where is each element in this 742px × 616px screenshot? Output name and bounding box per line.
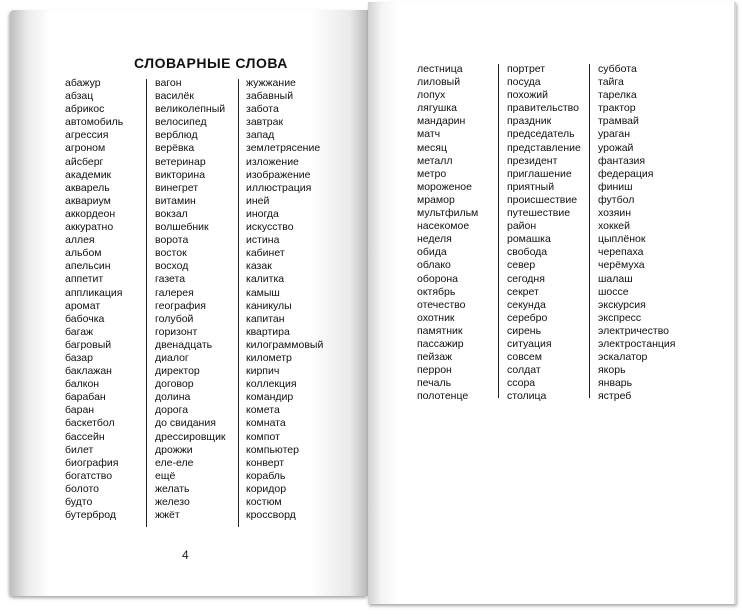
word-item: дрессировщик — [155, 430, 226, 443]
word-item: забота — [246, 103, 279, 116]
word-item: железо — [155, 496, 190, 508]
word-item: район — [507, 220, 537, 233]
word-item: килограммовый — [246, 338, 324, 351]
word-item: пассажир — [417, 337, 464, 350]
word-item: иногда — [246, 207, 279, 220]
word-item: жжёт — [155, 509, 180, 522]
word-item: север — [507, 259, 536, 272]
word-item: бабочка — [65, 312, 105, 325]
word-item: охотник — [417, 311, 455, 324]
word-item: ветеринар — [155, 155, 206, 168]
word-item: свобода — [507, 246, 548, 259]
word-item: барабан — [65, 391, 106, 404]
word-item: витамин — [155, 194, 196, 207]
word-item: двенадцать — [155, 338, 213, 351]
word-item: калитка — [246, 273, 285, 286]
word-item: еле-еле — [155, 456, 194, 469]
word-item: верблюд — [155, 129, 198, 142]
word-item: горизонт — [155, 325, 198, 338]
word-item: долина — [155, 391, 191, 404]
word-item: перрон — [417, 364, 452, 377]
word-item: каникулы — [246, 299, 292, 312]
word-item: землетрясение — [246, 142, 321, 155]
word-item: коллекция — [246, 378, 297, 391]
word-item: акварель — [65, 181, 110, 194]
word-item: федерация — [598, 167, 654, 180]
word-item: ситуация — [507, 337, 552, 350]
word-item: секрет — [507, 285, 539, 298]
word-item: до свидания — [155, 417, 216, 430]
word-column-right-3 — [598, 63, 675, 403]
word-item: эскалатор — [598, 351, 648, 364]
word-item: отечество — [417, 298, 466, 311]
word-item: винегрет — [155, 181, 199, 194]
column-divider — [498, 64, 499, 398]
word-item: великолепный — [155, 103, 226, 116]
word-item: абажур — [65, 77, 101, 89]
word-item: иллюстрация — [246, 181, 312, 194]
word-item: баскетбол — [65, 417, 115, 430]
word-item: памятник — [417, 324, 463, 337]
word-item: трамвай — [598, 115, 639, 128]
word-item: викторина — [155, 168, 206, 181]
word-item: черёмуха — [598, 259, 645, 272]
word-column-right-2 — [507, 63, 581, 403]
word-item: корабль — [246, 469, 286, 482]
word-item: изложение — [246, 155, 299, 168]
word-item: дорога — [155, 404, 189, 417]
word-item: суббота — [598, 63, 637, 75]
word-item: баран — [65, 404, 95, 417]
word-item: портрет — [507, 63, 546, 75]
word-item: мандарин — [417, 115, 466, 128]
word-item: мрамор — [417, 193, 455, 206]
word-item: приглашение — [507, 167, 572, 180]
word-item: похожий — [507, 89, 549, 102]
word-item: искусство — [246, 221, 294, 234]
word-item: комета — [246, 404, 280, 417]
word-item: командир — [246, 391, 294, 404]
word-item: октябрь — [417, 285, 456, 298]
word-item: завтрак — [246, 116, 284, 129]
word-item: секунда — [507, 298, 546, 311]
word-item: балкон — [65, 378, 100, 391]
word-item: столица — [507, 390, 547, 403]
word-item: цыплёнок — [598, 233, 646, 246]
word-item: хоккей — [598, 220, 630, 233]
word-item: праздник — [507, 115, 552, 128]
word-item: директор — [155, 365, 200, 378]
word-item: будто — [65, 496, 93, 508]
column-divider — [146, 79, 147, 527]
word-item: билет — [65, 443, 94, 456]
word-item: происшествие — [507, 193, 578, 206]
word-item: черепаха — [598, 246, 644, 259]
word-item: договор — [155, 378, 194, 391]
word-item: василёк — [155, 90, 194, 103]
word-item: совсем — [507, 351, 542, 364]
word-item: комната — [246, 417, 286, 430]
word-column-left-2 — [155, 77, 226, 522]
word-item: агрессия — [65, 129, 109, 142]
word-item: ромашка — [507, 233, 551, 246]
word-column-left-1 — [65, 77, 123, 522]
word-item: галерея — [155, 286, 194, 299]
word-item: жужжание — [246, 77, 296, 89]
word-item: ссора — [507, 377, 536, 390]
column-divider — [238, 79, 239, 527]
word-item: представление — [507, 141, 581, 154]
word-item: неделя — [417, 233, 452, 246]
word-item: электростанция — [598, 337, 676, 350]
word-item: фантазия — [598, 154, 646, 167]
word-item: квартира — [246, 325, 290, 338]
word-item: волшебник — [155, 221, 209, 234]
word-item: пейзаж — [417, 351, 453, 364]
word-item: бассейн — [65, 430, 105, 443]
word-item: кирпич — [246, 365, 280, 378]
word-item: компот — [246, 430, 280, 443]
word-item: президент — [507, 154, 558, 167]
word-item: восток — [155, 247, 187, 260]
word-item: матч — [417, 128, 441, 141]
word-item: голубой — [155, 312, 194, 325]
word-item: айсберг — [65, 155, 104, 168]
word-item: аккордеон — [65, 207, 116, 220]
word-item: серебро — [507, 311, 548, 324]
word-item: запад — [246, 129, 275, 142]
word-item: приятный — [507, 180, 555, 193]
word-item: мороженое — [417, 180, 472, 193]
word-item: аппетит — [65, 273, 104, 286]
word-item: богатство — [65, 469, 113, 482]
word-item: апельсин — [65, 260, 111, 273]
word-item: печаль — [417, 377, 452, 390]
word-item: бутерброд — [65, 509, 116, 522]
word-column-right-1 — [417, 63, 478, 403]
word-item: путешествие — [507, 207, 571, 220]
word-item: шоссе — [598, 285, 629, 298]
word-item: багровый — [65, 338, 112, 351]
word-item: забавный — [246, 90, 294, 103]
word-item: ураган — [598, 128, 631, 141]
word-item: экскурсия — [598, 298, 646, 311]
word-item: дрожжи — [155, 443, 193, 456]
word-item: аппликация — [65, 286, 123, 299]
word-item: багаж — [65, 325, 94, 338]
word-item: истина — [246, 234, 280, 247]
word-item: тарелка — [598, 89, 637, 102]
word-item: метро — [417, 167, 447, 180]
word-item: камыш — [246, 286, 280, 299]
word-item: желать — [155, 482, 190, 495]
word-item: сирень — [507, 324, 542, 337]
word-item: электричество — [598, 324, 669, 337]
word-item: экспресс — [598, 311, 642, 324]
word-item: шалаш — [598, 272, 633, 285]
word-item: лягушка — [417, 102, 457, 115]
page-number: 4 — [182, 548, 189, 562]
word-item: обида — [417, 246, 447, 259]
word-item: биография — [65, 456, 119, 469]
word-item: кабинет — [246, 247, 285, 260]
word-item: автомобиль — [65, 116, 124, 129]
word-item: полотенце — [417, 390, 469, 403]
word-item: кроссворд — [246, 509, 296, 522]
word-item: аллея — [65, 234, 95, 247]
page-title: СЛОВАРНЫЕ СЛОВА — [134, 55, 288, 71]
column-divider — [589, 64, 590, 398]
word-item: география — [155, 299, 206, 312]
word-item: агроном — [65, 142, 106, 155]
word-item: металл — [417, 154, 453, 167]
word-item: насекомое — [417, 220, 470, 233]
word-item: абзац — [65, 90, 94, 103]
word-item: велосипед — [155, 116, 207, 129]
word-item: якорь — [598, 364, 626, 377]
word-item: болото — [65, 482, 100, 495]
word-item: восход — [155, 260, 189, 273]
word-item: мультфильм — [417, 207, 479, 220]
word-item: ещё — [155, 469, 176, 482]
word-item: оборона — [417, 272, 459, 285]
word-column-left-3 — [246, 77, 323, 522]
word-item: изображение — [246, 168, 311, 181]
word-item: костюм — [246, 496, 282, 508]
word-item: сегодня — [507, 272, 545, 285]
word-item: ястреб — [598, 390, 632, 403]
word-item: газета — [155, 273, 186, 286]
word-item: аккуратно — [65, 221, 114, 234]
word-item: казак — [246, 260, 272, 273]
word-item: компьютер — [246, 443, 299, 456]
word-item: лопух — [417, 89, 446, 102]
word-item: январь — [598, 377, 633, 390]
word-item: верёвка — [155, 142, 195, 155]
word-item: хозяин — [598, 207, 632, 220]
word-item: председатель — [507, 128, 575, 141]
word-item: посуда — [507, 76, 541, 89]
word-item: тайга — [598, 76, 624, 89]
word-item: финиш — [598, 180, 633, 193]
word-item: аромат — [65, 299, 101, 312]
word-item: иней — [246, 194, 270, 207]
word-item: облако — [417, 259, 451, 272]
word-item: километр — [246, 351, 292, 364]
word-item: лиловый — [417, 76, 461, 89]
word-item: баклажан — [65, 365, 112, 378]
word-item: базар — [65, 351, 93, 364]
word-item: аквариум — [65, 194, 111, 207]
word-item: диалог — [155, 351, 189, 364]
word-item: конверт — [246, 456, 285, 469]
word-item: трактор — [598, 102, 636, 115]
word-item: альбом — [65, 247, 102, 260]
word-item: ворота — [155, 234, 189, 247]
word-item: месяц — [417, 141, 448, 154]
word-item: правительство — [507, 102, 579, 115]
word-item: лестница — [417, 63, 463, 75]
word-item: солдат — [507, 364, 541, 377]
word-item: урожай — [598, 141, 634, 154]
word-item: капитан — [246, 312, 285, 325]
word-item: футбол — [598, 193, 635, 206]
word-item: академик — [65, 168, 112, 181]
word-item: вокзал — [155, 207, 188, 220]
word-item: абрикос — [65, 103, 105, 116]
word-item: вагон — [155, 77, 182, 89]
word-item: коридор — [246, 482, 287, 495]
